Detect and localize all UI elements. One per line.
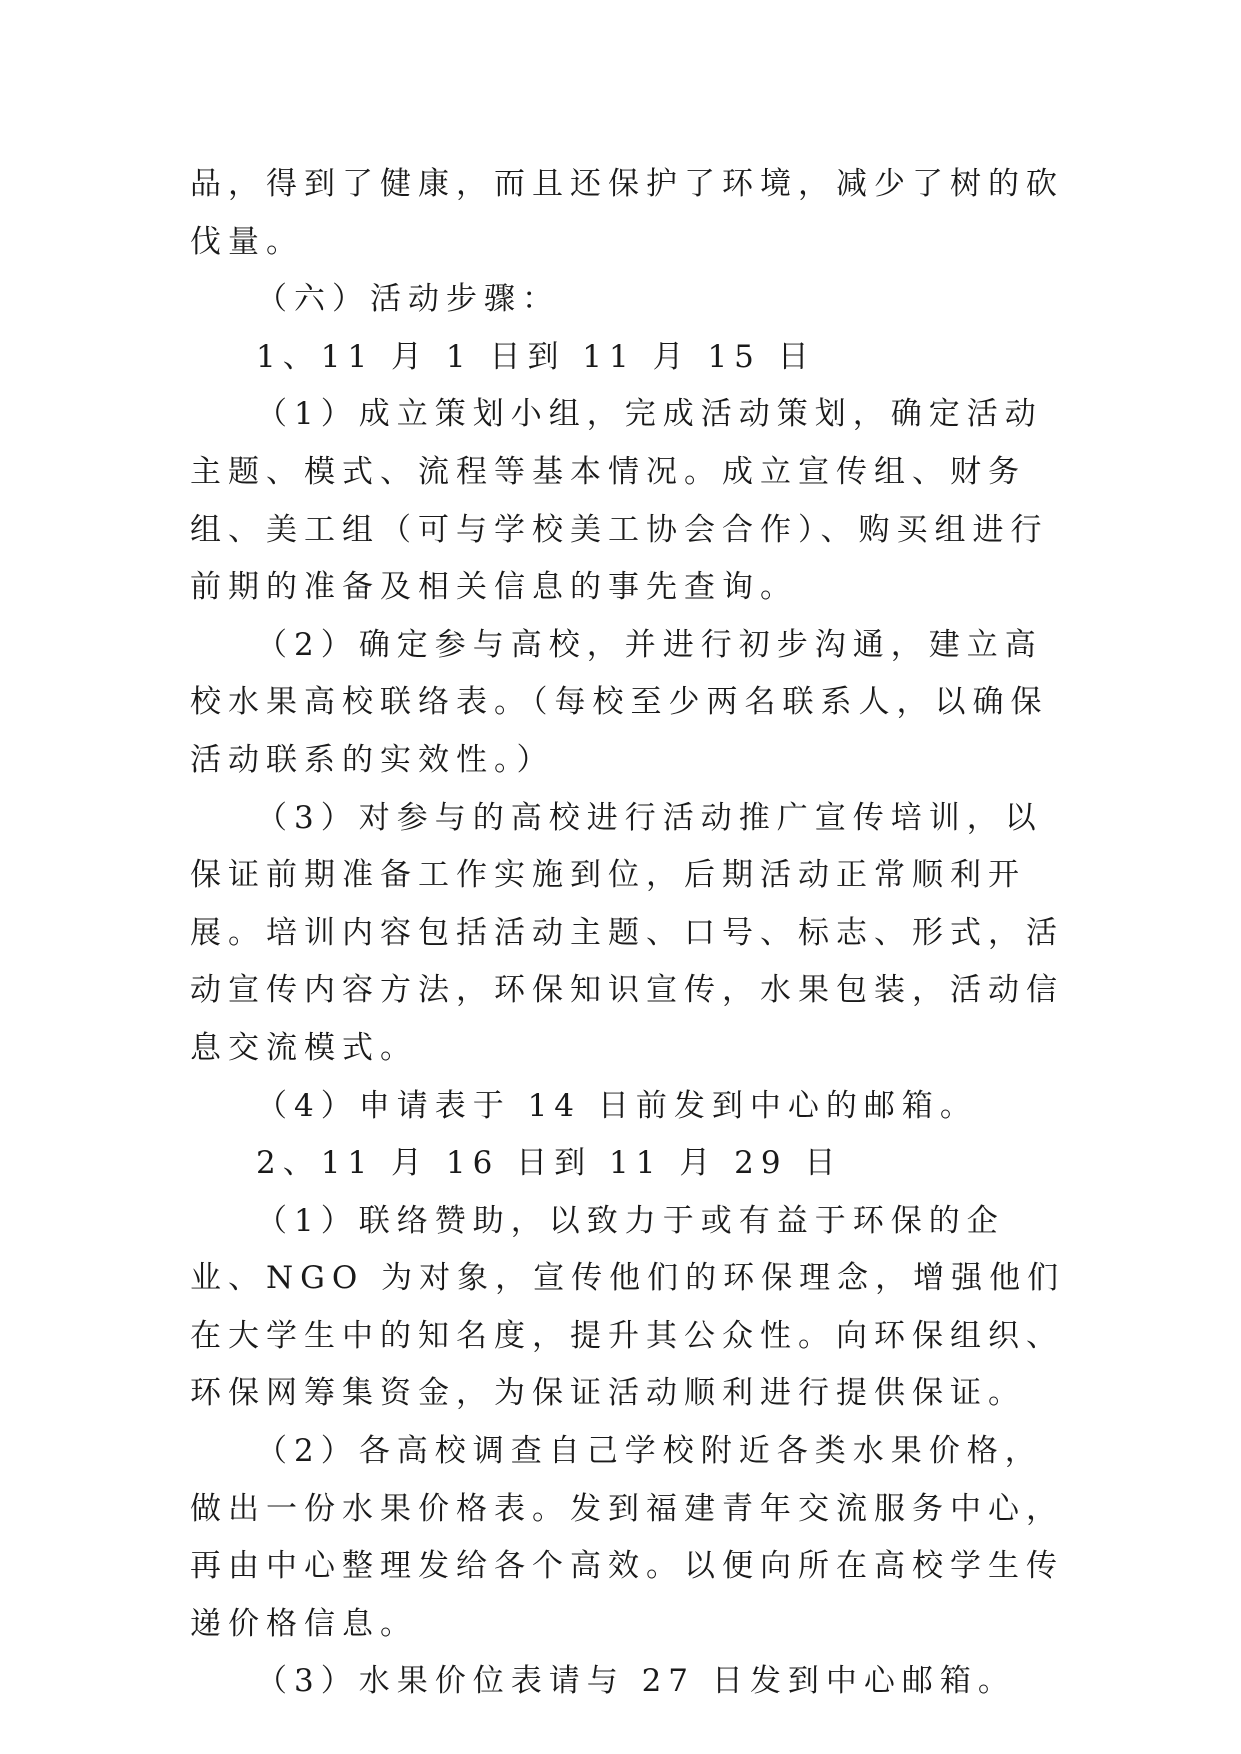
body-paragraph: （1）联络赞助，以致力于或有益于环保的企业、NGO 为对象，宣传他们的环保理念，增强他们在大学生中的知名度，提升其公众性。向环保组织、环保网筹集资金，为保证活动顺利进行提供保证。 bbox=[190, 1202, 1066, 1412]
body-paragraph: （2）确定参与高校，并进行初步沟通，建立高校水果高校联络表。（每校至少两名联系人，以确保活动联系的实效性。） bbox=[190, 626, 1049, 778]
body-paragraph: （3）水果价位表请与 27 日发到中心邮箱。 bbox=[256, 1663, 1016, 1700]
body-paragraph: 品，得到了健康，而且还保护了环境，减少了树的砍伐量。 bbox=[190, 166, 1064, 260]
phase-heading: 1、11 月 1 日到 11 月 15 日 bbox=[256, 338, 816, 375]
body-paragraph: （1）成立策划小组，完成活动策划，确定活动主题、模式、流程等基本情况。成立宣传组、财务组、美工组（可与学校美工协会合作）、购买组进行前期的准备及相关信息的事先查询。 bbox=[190, 396, 1049, 606]
body-paragraph: （2）各高校调查自己学校附近各类水果价格，做出一份水果价格表。发到福建青年交流服务中心，再由中心整理发给各个高效。以便向所在高校学生传递价格信息。 bbox=[190, 1433, 1064, 1642]
phase-heading: 2、11 月 16 日到 11 月 29 日 bbox=[256, 1145, 843, 1182]
document-page bbox=[190, 156, 1070, 1711]
body-paragraph: （3）对参与的高校进行活动推广宣传培训，以保证前期准备工作实施到位，后期活动正常顺利开展。培训内容包括活动主题、口号、标志、形式，活动宣传内容方法，环保知识宣传，水果包装，活动信息交流模式。 bbox=[190, 799, 1064, 1066]
body-paragraph: （4）申请表于 14 日前发到中心的邮箱。 bbox=[256, 1087, 978, 1124]
section-heading: （六）活动步骤： bbox=[256, 281, 560, 318]
